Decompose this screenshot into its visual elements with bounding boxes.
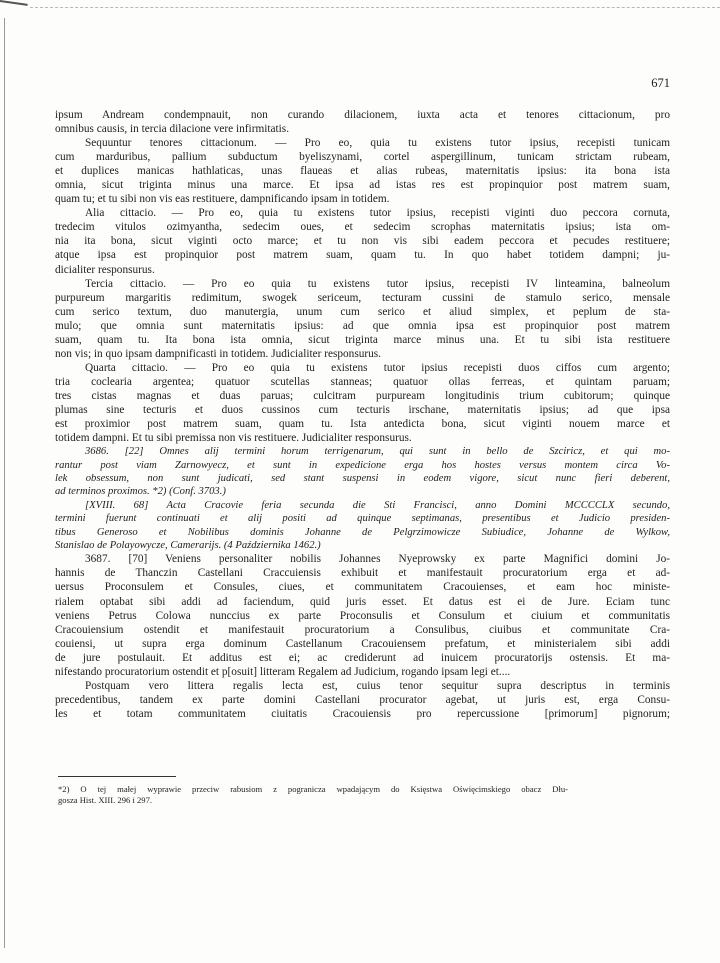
text-line: et duplices manicas hathlaticas, unas flaueas et alias rubeas, maternitatis ipsius: ita bona ista (55, 165, 670, 178)
text-line: cum serico textum, duo manutergia, unum cum serico et aliud simplex, et peplum de sta- (55, 305, 670, 318)
text-line: lek obsessum, non sunt judicati, sed stant suspensi in eodem vigore, sicut nunc fieri deberent, (55, 472, 670, 484)
main-text (55, 108, 670, 721)
text-line: Alia cittacio. — Pro eo, quia tu existens tutor ipsius, recepisti viginti duo peccora cornuta, (85, 207, 670, 220)
text-line: Cracouiensium ostendit et manifestauit procuratorium a Consulibus, ciuibus et communitate Cra- (55, 623, 670, 636)
text-line: couiensi, ut supra erga dominum Castellanum Cracouiensem prefatum, et ministerialem sibi addi (55, 637, 670, 650)
text-line: purpureum margaritis redimitum, swogek sericeum, tecturam cussini de stamulo serico, mensale (55, 291, 670, 304)
text-line: Quarta cittacio. — Pro eo quia tu existens tutor ipsius recepisti duos ciffos cum argento; (85, 361, 670, 374)
text-line: totidem dampni. Et tu sibi premissa non vis restituere. Judicialiter responsurus. (55, 432, 412, 445)
page-corner-mark (0, 0, 28, 16)
text-line: cum marduribus, pallium subductum byeliszynami, cortel aspergillinum, tunicam strictam rubeam, (55, 151, 670, 164)
record-entries (55, 445, 670, 721)
text-line: les et totam communitatem ciuitatis Cracouiensis pro repercussione [primorum] pignorum; (55, 707, 670, 720)
text-line: tredecim vitulos ozimyantha, sedecim oues, et sedecim scrophas maternitatis ipsius; ista om- (55, 221, 670, 234)
text-line: Tercia cittacio. — Pro eo quia tu existens tutor ipsius, recepisti IV linteamina, balneolum (85, 277, 670, 290)
text-line: tria coclearia argentea; quatuor scutellas stanneas; quatuor ollas ferreas, et quintam paruam; (55, 375, 670, 388)
text-line: nia ita bona, sicut viginti octo marce; et tu non vis sibi eadem peccora et pecudes restituere; (55, 235, 670, 248)
text-line: tres cistas magnas et duas paruas; culcitram purpuream longitudinis trium cubitorum; quinque (55, 389, 670, 402)
text-line: Stanislao de Polayowycze, Camerarijs. (4 Października 1462.) (55, 539, 321, 551)
text-line: omnibus causis, in tercia dilacione vere infirmitatis. (55, 123, 290, 136)
text-line: suam, quam tu. Ita bona ista omnia, sicut triginta marce minus una. Et tu sibi ista restituere (55, 333, 670, 346)
text-line: Postquam vero littera regalis lecta est, cuius tenor sequitur supra descriptus in terminis (85, 679, 670, 692)
text-line: mulo; que omnia sunt maternitatis ipsius: ad que omnia ipsa est propinquior post matrem (55, 319, 670, 332)
page-number: 671 (651, 76, 670, 90)
footnote-rule (58, 776, 176, 777)
text-line: veniens Petrus Colowa nunccius ex parte Proconsulis et Consulum et ciuium et communitatis (55, 609, 670, 622)
text-line: [XVIII. 68] Acta Cracovie feria secunda die Sti Francisci, anno Domini MCCCCLX secundo, (85, 499, 670, 511)
text-line: atque ipsa est propinquior post matrem suam, quam tu. In quo habet totidem dampni; ju- (55, 249, 670, 262)
text-line: rialem optabat sibi addi ad faciendum, quid juris esset. Et datus est ei de Jure. Eciam tunc (55, 595, 670, 608)
text-line: 3687. [70] Veniens personaliter nobilis Johannes Nyeprowsky ex parte Magnifici domini Jo- (85, 553, 670, 566)
text-line: est proximior post matrem suam, quam tu. Ista antedicta bona, sicut viginti nouem marce et (55, 418, 670, 431)
footnote-line: *2) O tej małej wyprawie przeciw rabusiom z pogranicza wpadającym do Księstwa Oświęcimskiego obacz Dłu- (58, 784, 568, 794)
text-line: ipsum Andream condempnauit, non curando dilacionem, iuxta acta et tenores cittacionum, pro (55, 109, 670, 121)
text-line: plumas sine tecturis et duos cussinos cum tecturis irschane, maternitatis ipsius; ad que ipsa (55, 403, 670, 416)
text-line: uersus Proconsulem et Consules, ciues, et communitatem Cracouienses, et eam hoc ministe- (55, 581, 670, 594)
text-line: rantur post viam Zarnowyecz, et sunt in expedicione erga hos hostes versus montem circa Vo- (55, 459, 670, 471)
footnote-line: gosza Hist. XIII. 296 i 297. (58, 794, 153, 805)
text-line: quam tu; et tu sibi non vis eas restituere, dampnificando ipsam in totidem. (55, 193, 390, 206)
text-line: hannis de Thanczin Castellani Craccuiensis exhibuit et manifestauit procuratorium erga et ad- (55, 567, 670, 580)
text-line: omnia, sicut triginta minus una marce. Et ipsa ad istas res est propinquior post matrem suam, (55, 179, 670, 192)
text-line: de jure postulauit. Et additus est ei; ac crediderunt ad inuicem procuratorijs ostensis. Et ma- (55, 651, 670, 664)
text-line: dicialiter responsurus. (55, 263, 155, 276)
text-line: ad terminos proximos. *2) (Conf. 3703.) (55, 486, 226, 498)
page-top-edge (30, 7, 720, 8)
text-line: nifestando procuratorium ostendit et p[osuit] litteram Regalem ad Judicium, rogando ipsam legi et.... (55, 665, 511, 678)
text-line: tibus Generoso et Nobilibus dominis Johanne de Pelgrzimowicze Subiudice, Johanne de Wylkow, (55, 526, 670, 538)
text-line: 3686. [22] Omnes alij termini horum terrigenarum, qui sunt in bello de Szciricz, et qui mo- (85, 446, 670, 458)
text-line: Sequuntur tenores cittacionum. — Pro eo, quia tu existens tutor ipsius, recepisti tunicam (85, 137, 670, 150)
text-line: termini fuerunt continuati et alij positi ad quinque septimanas, presentibus et Judicio presiden- (55, 513, 670, 525)
page-left-edge (4, 18, 5, 948)
body-paragraphs (55, 108, 670, 445)
footnote (58, 784, 568, 805)
text-line: non vis; in quo ipsam dampnificasti in totidem. Judicialiter responsurus. (55, 347, 381, 360)
text-line: precedentibus, tandem ex parte domini Castellani procurator agebat, ut juris est, erga Consu- (55, 693, 670, 706)
